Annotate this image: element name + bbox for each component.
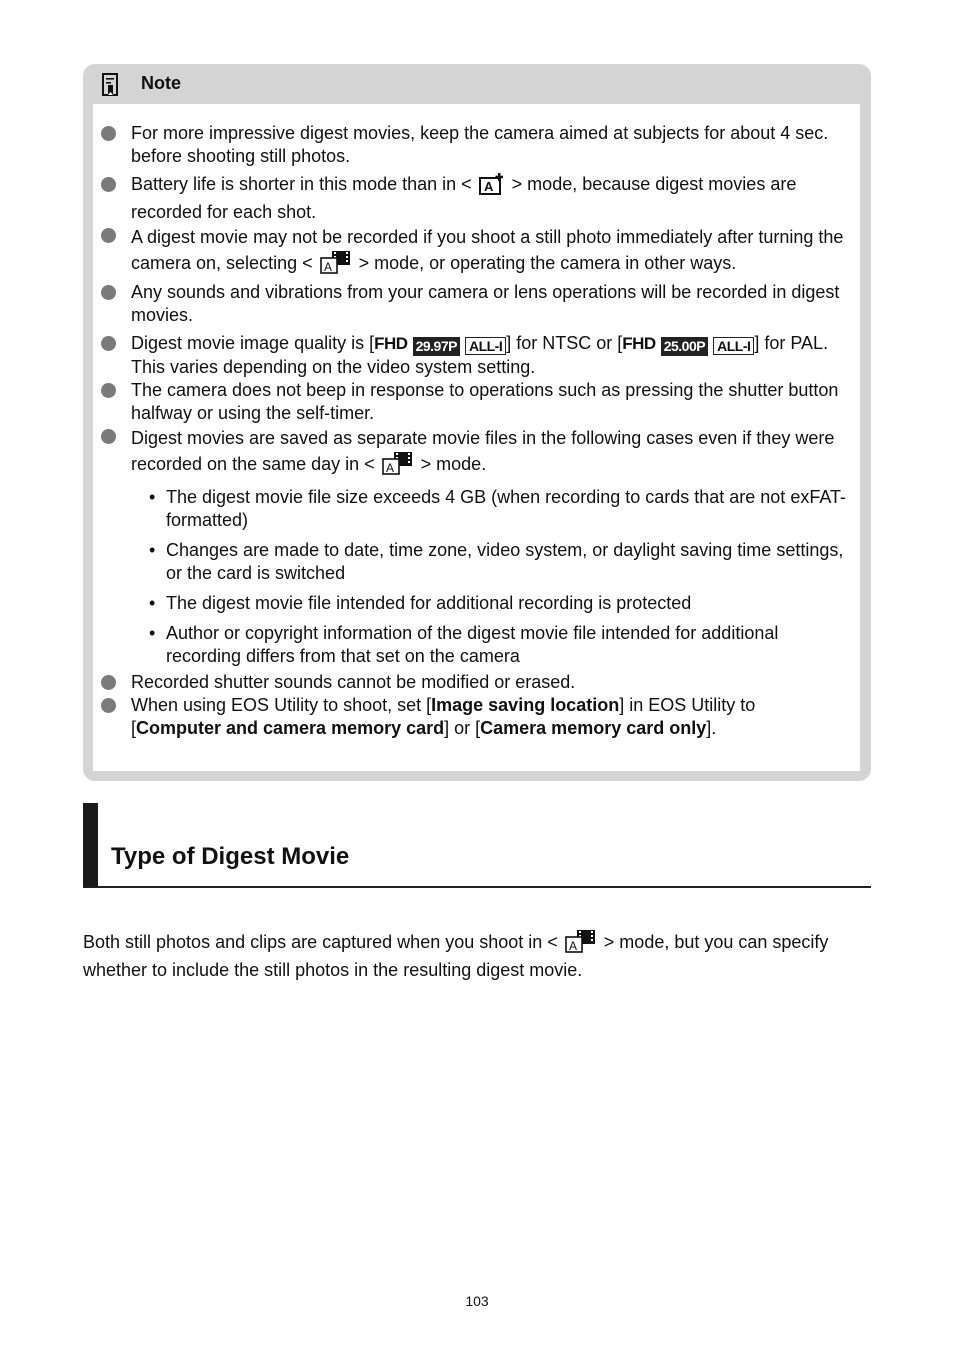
note-item-5: Digest movie image quality is [FHD 29.97P ALL-I ] for NTSC or [FHD 25.00P ALL-I ] for PAL. This varies depending on the video system setting. xyxy=(93,332,860,379)
section-heading xyxy=(83,803,871,888)
note-header xyxy=(83,64,871,104)
fhd-icon: FHD xyxy=(374,334,408,353)
compression-all-i-icon: ALL-I xyxy=(465,337,506,355)
note-item-9: When using EOS Utility to shoot, set [Image saving location] in EOS Utility to [Computer and camera memory card] or [Camera memory card only]. xyxy=(93,694,860,740)
svg-text:A: A xyxy=(385,461,394,475)
note-item-1: For more impressive digest movies, keep the camera aimed at subjects for about 4 sec. before shooting still photos. xyxy=(93,122,860,168)
svg-text:A: A xyxy=(323,260,332,274)
frame-rate-pal-icon: 25.00P xyxy=(661,337,708,356)
note-item-4: Any sounds and vibrations from your camera or lens operations will be recorded in digest movies. xyxy=(93,281,860,327)
page-number: 103 xyxy=(465,1293,489,1309)
section-heading-bar xyxy=(83,803,98,887)
note-item-7: Digest movies are saved as separate movie files in the following cases even if they were recorded on the same day in < A > mode. • The digest movie file size exceeds 4 GB (when recording to cards that are not exFAT-formatted) • Changes are made to date, time zone, video system, or daylight saving time settings, or the card is switched • The digest movie file intended for additional recording is protected • Author or copyright information of the digest movie file intended for additional recording differs from that set on the camera xyxy=(93,425,860,668)
frame-rate-ntsc-icon: 29.97P xyxy=(413,337,460,356)
note-item-6: The camera does not beep in response to operations such as pressing the shutter button halfway or using the self-timer. xyxy=(93,379,860,425)
scene-intelligent-auto-icon xyxy=(479,173,505,201)
fhd-icon: FHD xyxy=(622,334,656,353)
section-paragraph: Both still photos and clips are captured when you shoot in < A > mode, but you can specify whether to include the still photos in the resulting digest movie. xyxy=(83,929,853,982)
note-body xyxy=(93,104,860,771)
svg-text:A: A xyxy=(568,939,577,953)
note-box xyxy=(83,64,871,781)
compression-all-i-icon: ALL-I xyxy=(713,337,754,355)
note-item-2: Battery life is shorter in this mode than in < A > mode, because digest movies are recorded for each shot. xyxy=(93,173,860,224)
hybrid-auto-icon xyxy=(565,929,597,959)
svg-text:A: A xyxy=(483,179,494,194)
section-title: Type of Digest Movie xyxy=(111,843,350,870)
note-item-3: A digest movie may not be recorded if you shoot a still photo immediately after turning the camera on, selecting < A > mode, or operating the camera in other ways. xyxy=(93,224,860,281)
note-title: Note xyxy=(141,73,181,93)
sub-item-1: • The digest movie file size exceeds 4 GB (when recording to cards that are not exFAT-formatted) xyxy=(131,486,846,532)
note-list xyxy=(93,122,860,740)
note-icon xyxy=(100,73,122,97)
sub-item-2: • Changes are made to date, time zone, video system, or daylight saving time settings, or the card is switched xyxy=(131,539,846,585)
sub-item-3: • The digest movie file intended for additional recording is protected xyxy=(131,592,846,615)
sub-item-4: • Author or copyright information of the digest movie file intended for additional recording differs from that set on the camera xyxy=(131,622,846,668)
sub-list xyxy=(131,486,846,668)
note-item-8: Recorded shutter sounds cannot be modified or erased. xyxy=(93,671,860,694)
hybrid-auto-icon xyxy=(320,250,352,281)
hybrid-auto-icon xyxy=(382,451,414,482)
